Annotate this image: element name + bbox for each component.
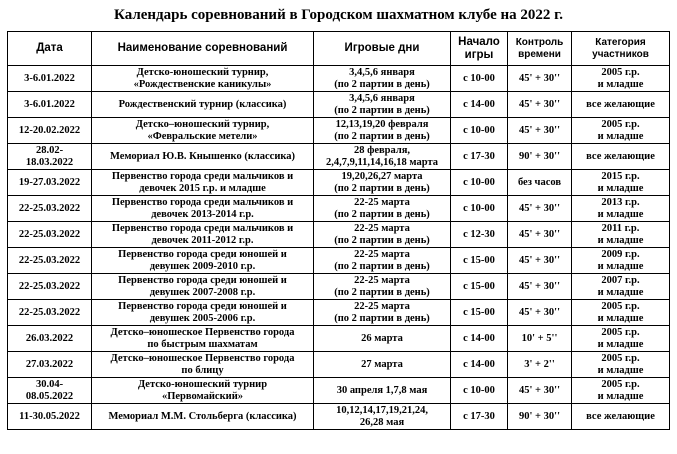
table-row — [8, 326, 670, 352]
cell-category: 2005 г.р. и младше — [572, 300, 670, 326]
cell-category: 2007 г.р. и младше — [572, 274, 670, 300]
cell-name: Первенство города среди мальчиков и девочек 2011-2012 г.р. — [92, 222, 314, 248]
cell-name: Детско–юношеское Первенство города по блицу — [92, 352, 314, 378]
cell-days: 28 февраля, 2,4,7,9,11,14,16,18 марта — [314, 144, 451, 170]
cell-control: 10' + 5'' — [508, 326, 572, 352]
cell-category: 2013 г.р. и младше — [572, 196, 670, 222]
cell-date: 28.02- 18.03.2022 — [8, 144, 92, 170]
cell-control: 45' + 30'' — [508, 274, 572, 300]
cell-control: 45' + 30'' — [508, 300, 572, 326]
cell-days: 10,12,14,17,19,21,24, 26,28 мая — [314, 404, 451, 430]
cell-start: с 15-00 — [451, 274, 508, 300]
cell-category: 2011 г.р. и младше — [572, 222, 670, 248]
cell-start: с 17-30 — [451, 404, 508, 430]
cell-date: 26.03.2022 — [8, 326, 92, 352]
cell-start: с 10-00 — [451, 170, 508, 196]
cell-days: 3,4,5,6 января (по 2 партии в день) — [314, 66, 451, 92]
cell-category: 2009 г.р. и младше — [572, 248, 670, 274]
table-header-row — [8, 32, 670, 66]
cell-days: 26 марта — [314, 326, 451, 352]
cell-days: 3,4,5,6 января (по 2 партии в день) — [314, 92, 451, 118]
cell-name: Детско–юношеский турнир, «Февральские метели» — [92, 118, 314, 144]
header-control: Контроль времени — [508, 32, 572, 66]
cell-category: все желающие — [572, 92, 670, 118]
cell-category: 2005 г.р. и младше — [572, 326, 670, 352]
cell-date: 12-20.02.2022 — [8, 118, 92, 144]
cell-control: 90' + 30'' — [508, 404, 572, 430]
cell-start: с 15-00 — [451, 300, 508, 326]
cell-date: 30.04- 08.05.2022 — [8, 378, 92, 404]
table-row — [8, 274, 670, 300]
cell-category: 2005 г.р. и младше — [572, 352, 670, 378]
cell-start: с 15-00 — [451, 248, 508, 274]
cell-days: 12,13,19,20 февраля (по 2 партии в день) — [314, 118, 451, 144]
table-row — [8, 222, 670, 248]
table-row — [8, 352, 670, 378]
header-name: Наименование соревнований — [92, 32, 314, 66]
table-row — [8, 378, 670, 404]
table-row — [8, 248, 670, 274]
cell-name: Детско–юношеское Первенство города по быстрым шахматам — [92, 326, 314, 352]
cell-date: 19-27.03.2022 — [8, 170, 92, 196]
cell-category: 2005 г.р. и младше — [572, 118, 670, 144]
cell-start: с 14-00 — [451, 352, 508, 378]
cell-start: с 14-00 — [451, 326, 508, 352]
cell-date: 27.03.2022 — [8, 352, 92, 378]
table-row — [8, 300, 670, 326]
page-title: Календарь соревнований в Городском шахматном клубе на 2022 г. — [114, 7, 563, 23]
table-body — [8, 66, 670, 430]
cell-days: 27 марта — [314, 352, 451, 378]
cell-start: с 10-00 — [451, 196, 508, 222]
table-row — [8, 66, 670, 92]
cell-start: с 12-30 — [451, 222, 508, 248]
cell-control: 45' + 30'' — [508, 66, 572, 92]
cell-control: 3' + 2'' — [508, 352, 572, 378]
cell-name: Детско-юношеский турнир, «Рождественские каникулы» — [92, 66, 314, 92]
cell-control: 45' + 30'' — [508, 248, 572, 274]
cell-days: 22-25 марта (по 2 партии в день) — [314, 222, 451, 248]
cell-start: с 17-30 — [451, 144, 508, 170]
cell-date: 22-25.03.2022 — [8, 196, 92, 222]
cell-control: 45' + 30'' — [508, 92, 572, 118]
competitions-table — [7, 31, 670, 430]
cell-name: Первенство города среди юношей и девушек 2005-2006 г.р. — [92, 300, 314, 326]
cell-control: 45' + 30'' — [508, 196, 572, 222]
cell-start: с 10-00 — [451, 118, 508, 144]
cell-category: 2005 г.р. и младше — [572, 66, 670, 92]
cell-date: 22-25.03.2022 — [8, 222, 92, 248]
cell-name: Рождественский турнир (классика) — [92, 92, 314, 118]
cell-date: 22-25.03.2022 — [8, 248, 92, 274]
cell-days: 22-25 марта (по 2 партии в день) — [314, 300, 451, 326]
cell-name: Мемориал М.М. Стольберга (классика) — [92, 404, 314, 430]
cell-control: 45' + 30'' — [508, 118, 572, 144]
cell-name: Первенство города среди юношей и девушек 2009-2010 г.р. — [92, 248, 314, 274]
cell-category: все желающие — [572, 144, 670, 170]
cell-category: все желающие — [572, 404, 670, 430]
table-row — [8, 92, 670, 118]
table-row — [8, 404, 670, 430]
cell-control: 45' + 30'' — [508, 378, 572, 404]
header-date: Дата — [8, 32, 92, 66]
cell-days: 22-25 марта (по 2 партии в день) — [314, 196, 451, 222]
cell-date: 22-25.03.2022 — [8, 274, 92, 300]
table-row — [8, 170, 670, 196]
cell-control: 45' + 30'' — [508, 222, 572, 248]
cell-days: 22-25 марта (по 2 партии в день) — [314, 248, 451, 274]
table-row — [8, 196, 670, 222]
cell-days: 22-25 марта (по 2 партии в день) — [314, 274, 451, 300]
cell-name: Первенство города среди юношей и девушек 2007-2008 г.р. — [92, 274, 314, 300]
cell-days: 30 апреля 1,7,8 мая — [314, 378, 451, 404]
table-row — [8, 118, 670, 144]
cell-name: Первенство города среди мальчиков и девочек 2013-2014 г.р. — [92, 196, 314, 222]
cell-name: Детско-юношеский турнир «Первомайский» — [92, 378, 314, 404]
cell-date: 22-25.03.2022 — [8, 300, 92, 326]
cell-start: с 10-00 — [451, 66, 508, 92]
cell-date: 11-30.05.2022 — [8, 404, 92, 430]
cell-date: 3-6.01.2022 — [8, 66, 92, 92]
cell-name: Мемориал Ю.В. Кнышенко (классика) — [92, 144, 314, 170]
cell-category: 2005 г.р. и младше — [572, 378, 670, 404]
header-category: Категория участников — [572, 32, 670, 66]
cell-date: 3-6.01.2022 — [8, 92, 92, 118]
cell-control: 90' + 30'' — [508, 144, 572, 170]
cell-name: Первенство города среди мальчиков и девочек 2015 г.р. и младше — [92, 170, 314, 196]
header-days: Игровые дни — [314, 32, 451, 66]
header-start: Начало игры — [451, 32, 508, 66]
cell-control: без часов — [508, 170, 572, 196]
cell-start: с 14-00 — [451, 92, 508, 118]
cell-start: с 10-00 — [451, 378, 508, 404]
table-row — [8, 144, 670, 170]
cell-category: 2015 г.р. и младше — [572, 170, 670, 196]
cell-days: 19,20,26,27 марта (по 2 партии в день) — [314, 170, 451, 196]
